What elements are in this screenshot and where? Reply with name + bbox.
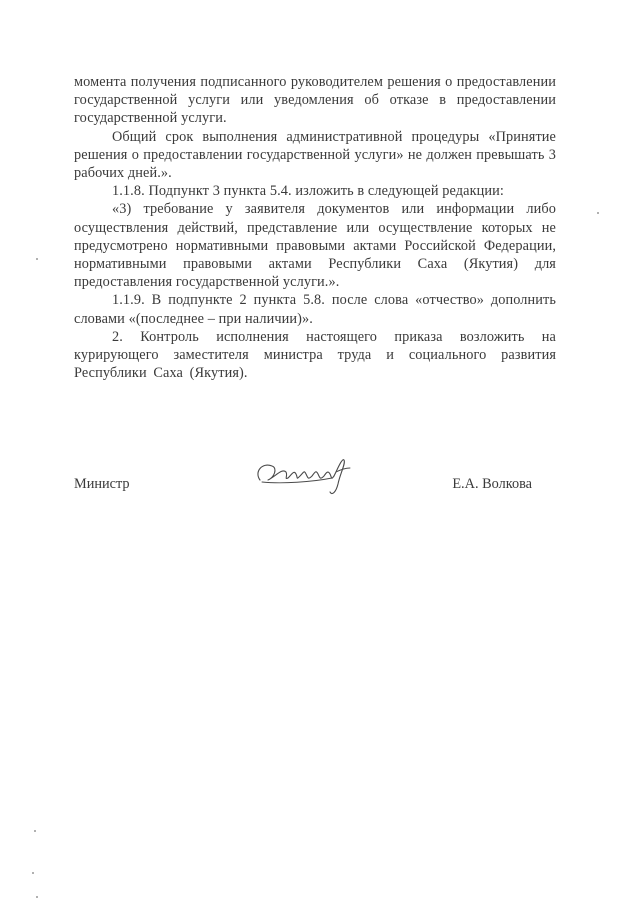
paragraph-item-1-1-8: 1.1.8. Подпункт 3 пункта 5.4. изложить в следующей редакции:: [112, 183, 504, 200]
signatory-title: Министр: [74, 476, 130, 492]
scan-speck: [32, 872, 34, 874]
scan-speck: [36, 258, 38, 260]
scan-speck: [34, 830, 36, 832]
paragraph-requirement-3: «3) требование у заявителя документов или информации либо осуществления действий, представление или осуществление которых не предусмотрено нормативными правовыми актами Российской Федерации, нормативными правовыми актами Республики Саха (Якутия) для предоставления государственной услуги.».: [74, 201, 556, 291]
paragraph-general-term: Общий срок выполнения административной процедуры «Принятие решения о предоставлении государственной услуги» не должен превышать 3 рабочих дней.».: [74, 128, 556, 182]
paragraph-item-2: 2. Контроль исполнения настоящего приказа возложить на курирующего заместителя министра труда и социального развития Республики Саха (Якутия).: [74, 328, 556, 382]
document-body: [74, 73, 556, 382]
paragraph-item-1-1-9: 1.1.9. В подпункте 2 пункта 5.8. после слова «отчество» дополнить словами «(последнее – при наличии)».: [74, 292, 556, 327]
handwritten-signature: [252, 454, 352, 496]
signature-block: [74, 454, 532, 504]
scan-speck: [36, 896, 38, 898]
paragraph-continuation: момента получения подписанного руководителем решения о предоставлении государственной услуги или уведомления об отказе в предоставлении государственной услуги.: [74, 74, 556, 127]
signatory-name: Е.А. Волкова: [452, 476, 532, 492]
scan-speck: [597, 212, 599, 214]
